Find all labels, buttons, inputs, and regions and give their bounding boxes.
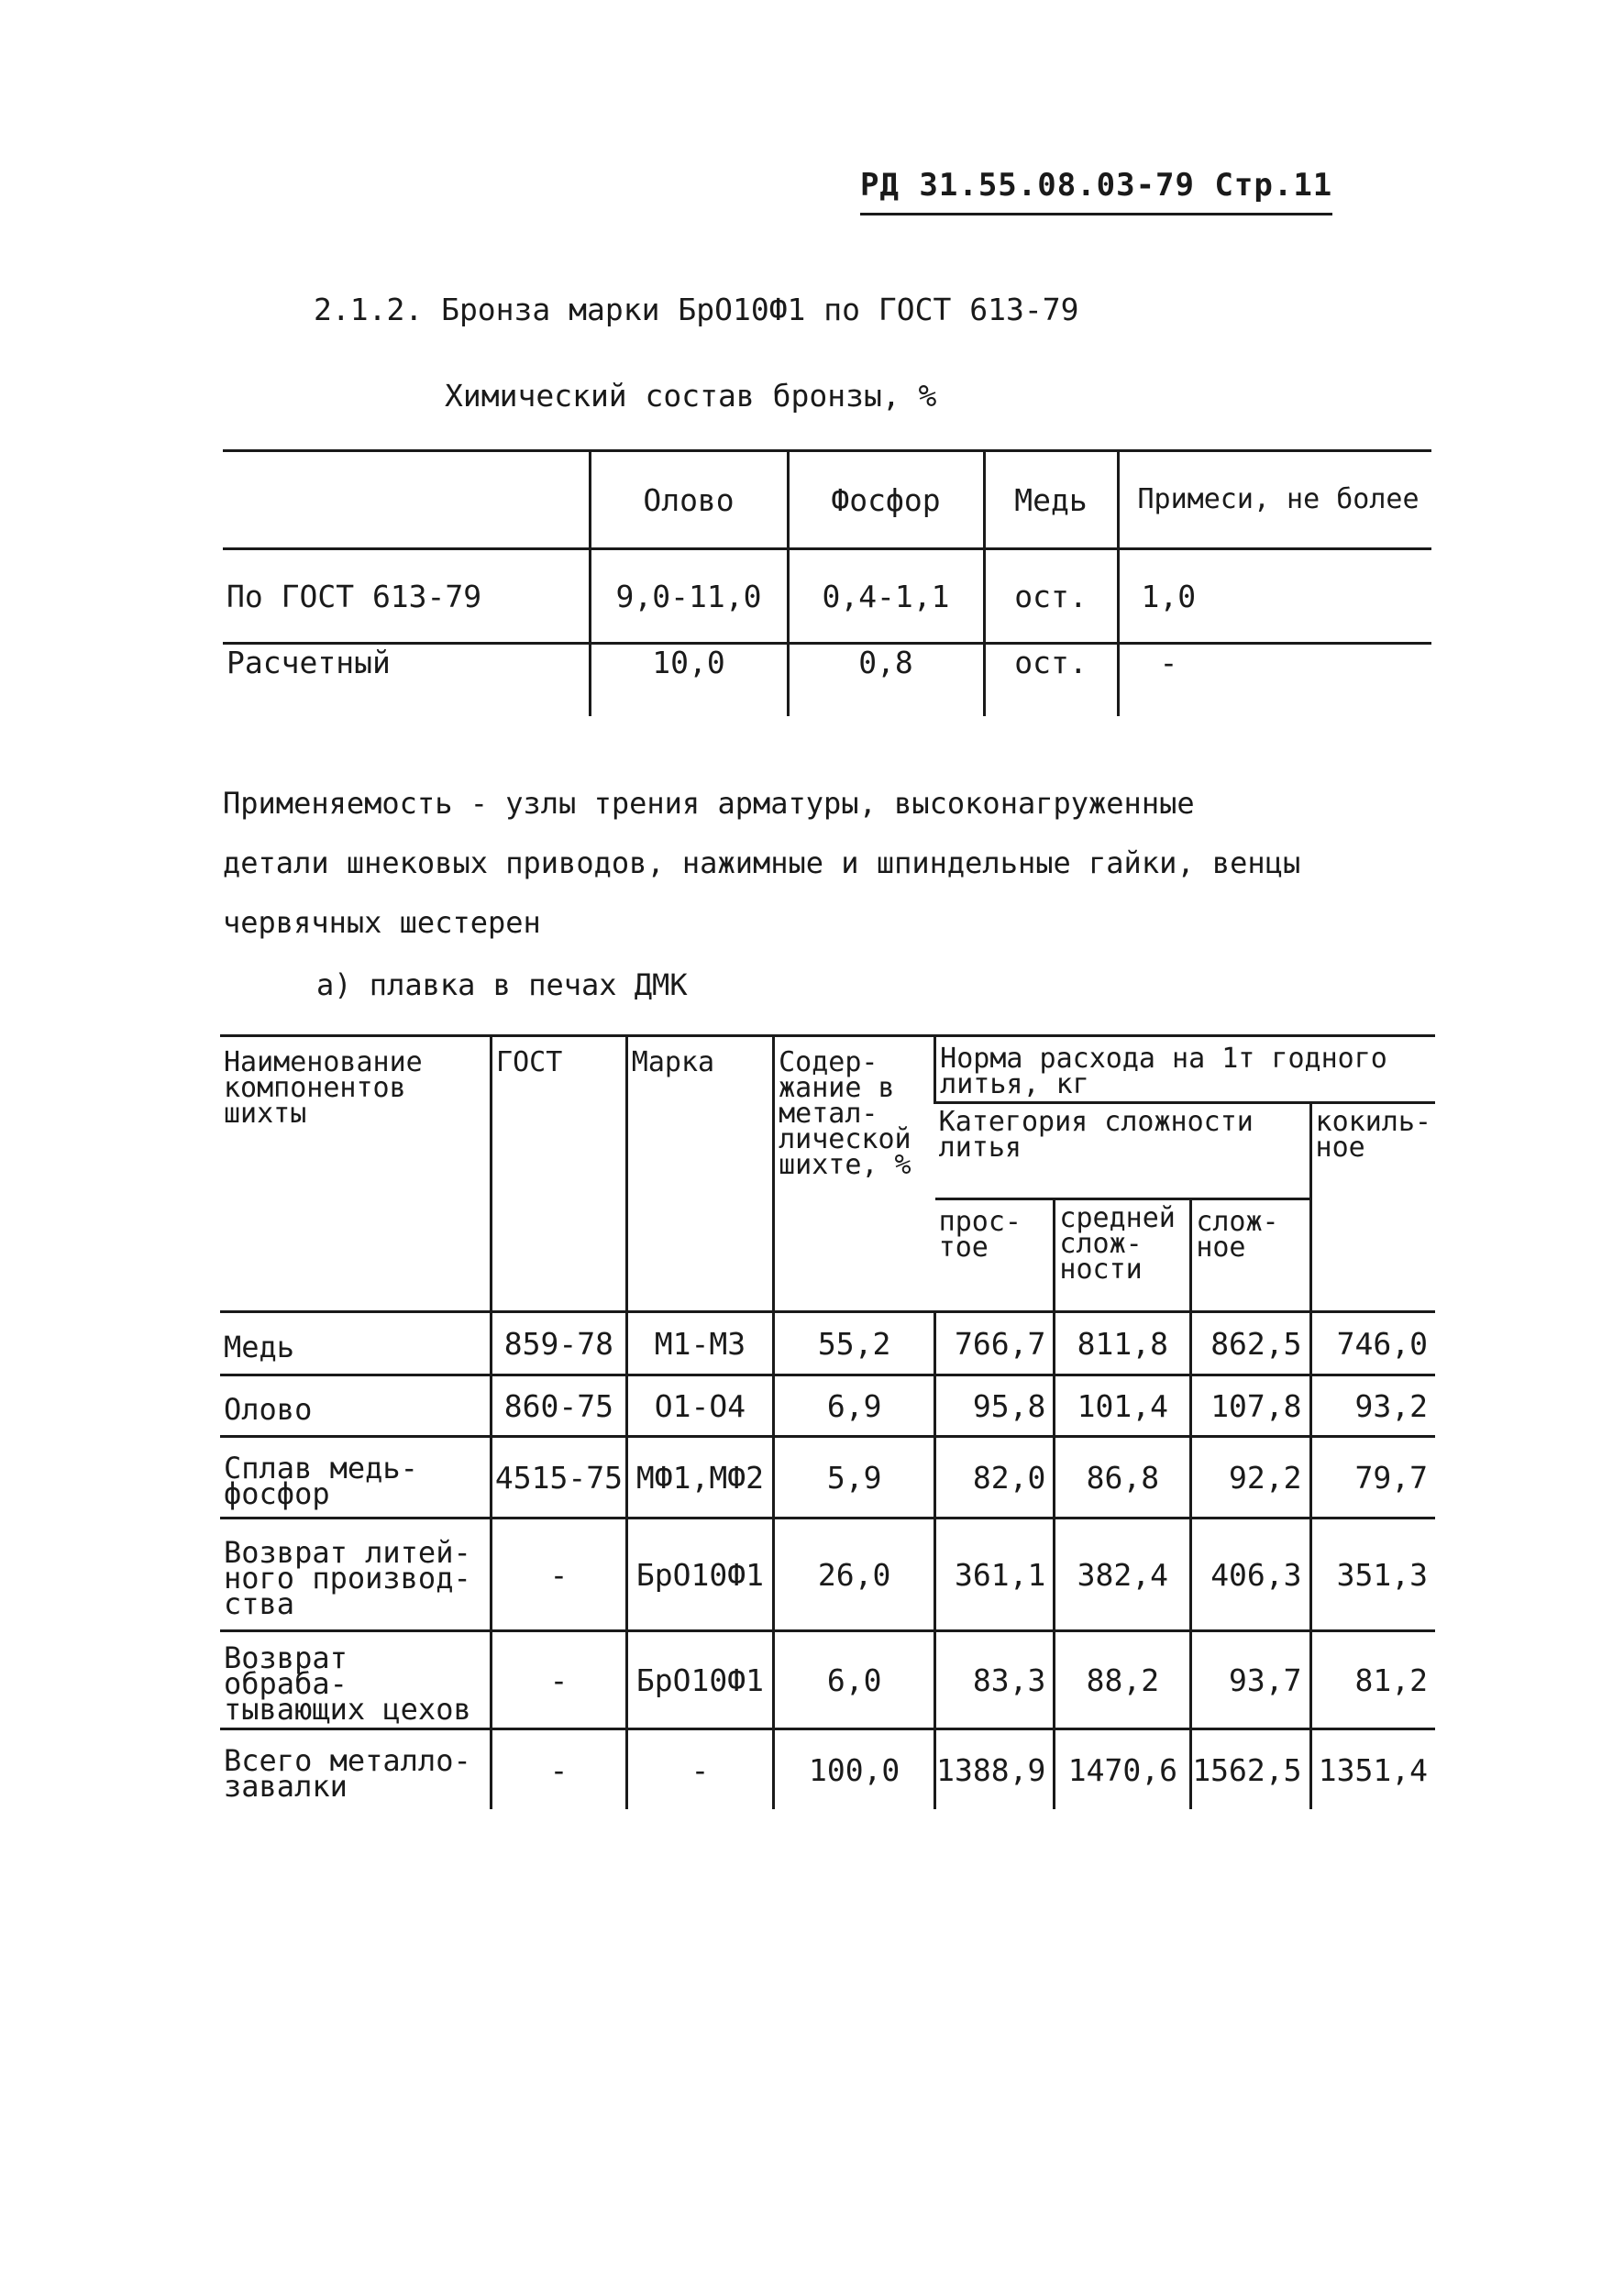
row-medium: 101,4 xyxy=(1055,1375,1191,1437)
row-gost: 859-78 xyxy=(492,1312,627,1375)
chem-cell: ост. xyxy=(984,549,1118,644)
table-row xyxy=(220,1519,1435,1631)
charge-header-row-1 xyxy=(220,1036,1435,1103)
table-row xyxy=(220,1375,1435,1437)
chem-cell: 9,0-11,0 xyxy=(590,549,788,644)
table-row xyxy=(223,549,1431,644)
chem-cell: 0,8 xyxy=(788,644,984,717)
row-chill: 351,3 xyxy=(1310,1519,1435,1631)
row-complex: 1562,5 xyxy=(1191,1729,1310,1810)
row-content: 6,9 xyxy=(774,1375,935,1437)
row-mark: МФ1,МФ2 xyxy=(626,1437,773,1519)
header-chill: кокиль-ное xyxy=(1310,1103,1435,1312)
row-chill: 1351,4 xyxy=(1310,1729,1435,1810)
section-title: 2.1.2. Бронза марки БрО10Ф1 по ГОСТ 613-79 xyxy=(314,292,1079,327)
row-simple: 1388,9 xyxy=(935,1729,1055,1810)
header-complex: слож-ное xyxy=(1191,1199,1310,1312)
chem-row-label: Расчетный xyxy=(226,645,391,680)
row-name: Возврат литей-ного производ-ства xyxy=(220,1519,492,1631)
row-name: Медь xyxy=(220,1312,492,1375)
row-content: 100,0 xyxy=(774,1729,935,1810)
row-complex: 92,2 xyxy=(1191,1437,1310,1519)
charge-norms-table xyxy=(220,1034,1435,1809)
chem-cell: 10,0 xyxy=(590,644,788,717)
row-simple: 83,3 xyxy=(935,1631,1055,1729)
chem-header-tin: Олово xyxy=(590,451,788,549)
row-content: 55,2 xyxy=(774,1312,935,1375)
chem-header-row xyxy=(223,451,1431,549)
header-mark: Марка xyxy=(626,1036,773,1312)
row-content: 26,0 xyxy=(774,1519,935,1631)
table-row xyxy=(220,1437,1435,1519)
chem-cell: ост. xyxy=(984,644,1118,717)
header-medium: средней слож-ности xyxy=(1055,1199,1191,1312)
row-chill: 746,0 xyxy=(1310,1312,1435,1375)
row-gost: 4515-75 xyxy=(492,1437,627,1519)
row-simple: 361,1 xyxy=(935,1519,1055,1631)
row-gost: - xyxy=(492,1631,627,1729)
row-name: Сплав медь-фосфор xyxy=(220,1437,492,1519)
row-content: 5,9 xyxy=(774,1437,935,1519)
row-simple: 95,8 xyxy=(935,1375,1055,1437)
chem-header-phosphorus: Фосфор xyxy=(788,451,984,549)
table-row xyxy=(220,1312,1435,1375)
row-mark: БрО10Ф1 xyxy=(626,1519,773,1631)
row-medium: 811,8 xyxy=(1055,1312,1191,1375)
chem-cell: 0,4-1,1 xyxy=(788,549,984,644)
header-content: Содер-жание в метал-лической шихте, % xyxy=(774,1036,935,1312)
applicability-line-3: червячных шестерен xyxy=(223,905,541,940)
row-medium: 382,4 xyxy=(1055,1519,1191,1631)
row-gost: - xyxy=(492,1729,627,1810)
chem-cell: - xyxy=(1118,644,1431,717)
row-complex: 107,8 xyxy=(1191,1375,1310,1437)
row-medium: 88,2 xyxy=(1055,1631,1191,1729)
row-complex: 406,3 xyxy=(1191,1519,1310,1631)
header-gost: ГОСТ xyxy=(492,1036,627,1312)
row-medium: 1470,6 xyxy=(1055,1729,1191,1810)
applicability-line-2: детали шнековых приводов, нажимные и шпиндельные гайки, венцы xyxy=(223,845,1301,880)
table-row xyxy=(223,644,1431,717)
row-content: 6,0 xyxy=(774,1631,935,1729)
table-row xyxy=(220,1729,1435,1810)
row-simple: 766,7 xyxy=(935,1312,1055,1375)
row-mark: БрО10Ф1 xyxy=(626,1631,773,1729)
header-component-name: Наименование компонентов шихты xyxy=(224,1046,423,1130)
chem-header-copper: Медь xyxy=(984,451,1118,549)
table-row xyxy=(220,1631,1435,1729)
header-category: Категория сложности литья xyxy=(935,1103,1310,1199)
row-mark: - xyxy=(626,1729,773,1810)
row-gost: - xyxy=(492,1519,627,1631)
row-complex: 93,7 xyxy=(1191,1631,1310,1729)
row-simple: 82,0 xyxy=(935,1437,1055,1519)
header-norm: Норма расхода на 1т годного литья, кг xyxy=(935,1036,1435,1103)
chem-table-title: Химический состав бронзы, % xyxy=(445,378,937,414)
subheading: а) плавка в печах ДМК xyxy=(316,967,688,1002)
row-name: Всего металло-завалки xyxy=(220,1729,492,1810)
row-complex: 862,5 xyxy=(1191,1312,1310,1375)
chem-header-impurities: Примеси, не более xyxy=(1118,451,1431,549)
page-header: РД 31.55.08.03-79 Стр.11 xyxy=(860,167,1332,215)
row-name: Возврат обраба-тывающих цехов xyxy=(220,1631,492,1729)
row-name: Олово xyxy=(220,1375,492,1437)
row-chill: 93,2 xyxy=(1310,1375,1435,1437)
row-mark: O1-O4 xyxy=(626,1375,773,1437)
chemical-composition-table xyxy=(223,449,1431,716)
row-gost: 860-75 xyxy=(492,1375,627,1437)
applicability-line-1: Применяемость - узлы трения арматуры, высоконагруженные xyxy=(223,786,1195,821)
row-chill: 79,7 xyxy=(1310,1437,1435,1519)
row-medium: 86,8 xyxy=(1055,1437,1191,1519)
chem-cell: 1,0 xyxy=(1118,549,1431,644)
chem-header-blank xyxy=(223,451,590,549)
chem-row-label: По ГОСТ 613-79 xyxy=(223,549,590,644)
row-chill: 81,2 xyxy=(1310,1631,1435,1729)
row-mark: M1-M3 xyxy=(626,1312,773,1375)
header-simple: прос-тое xyxy=(935,1199,1055,1312)
